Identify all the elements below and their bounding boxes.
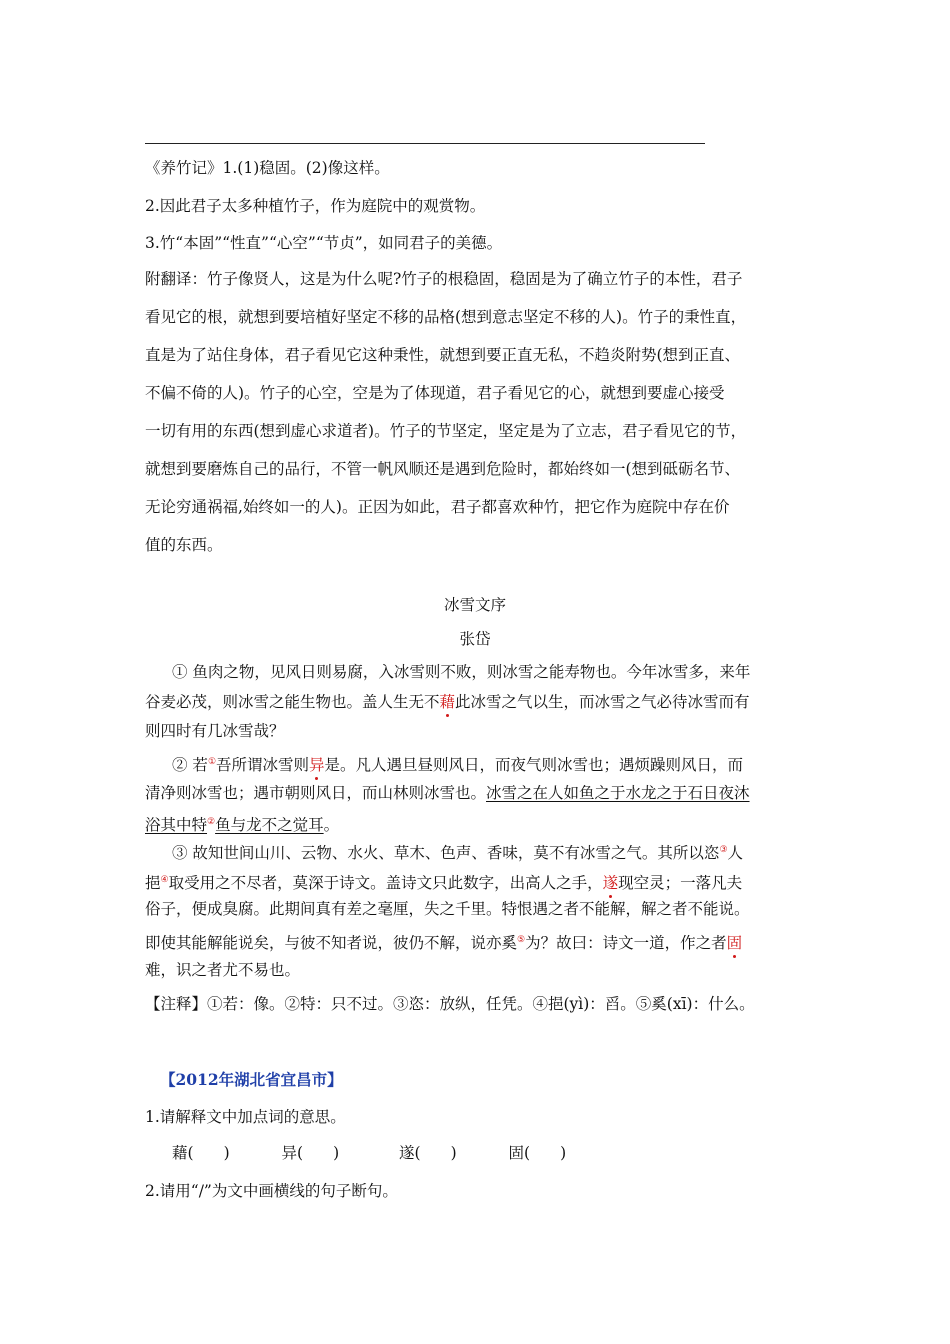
note-marker-1: ① bbox=[207, 757, 217, 767]
note-marker-3: ③ bbox=[719, 845, 728, 855]
essay-title: 冰雪文序 bbox=[443, 596, 506, 614]
question-1: 1.请解释文中加点词的意思。 bbox=[145, 1108, 346, 1126]
dotted-word-yi: 异 bbox=[309, 756, 325, 774]
dotted-word-gu: 固 bbox=[726, 934, 743, 952]
translation-line-1: 附翻译：竹子像贤人，这是为什么呢?竹子的根稳固，稳固是为了确立竹子的本性，君子 bbox=[145, 270, 743, 288]
essay-p3-line-3: 俗子，便成臭腐。此期间真有差之毫厘，失之千里。特恨遇之者不能解，解之者不能说。 bbox=[145, 900, 750, 918]
annotation-notes: 【注释】①若：像。②特：只不过。③恣：放纵，任凭。④挹(yì)：舀。⑤奚(xī)：什么。 bbox=[145, 995, 755, 1013]
translation-line-6: 就想到要磨炼自己的品行，不管一帆风顺还是遇到危险时，都始终如一(想到砥砺名节、 bbox=[145, 460, 741, 478]
answer-line-2: 2.因此君子太多种植竹子，作为庭院中的观赏物。 bbox=[145, 197, 486, 215]
essay-author: 张岱 bbox=[459, 630, 491, 648]
translation-line-5: 一切有用的东西(想到虚心求道者)。竹子的节坚定，坚定是为了立志，君子看见它的节， bbox=[145, 422, 747, 440]
underlined-sentence-part-2: 浴其中特 bbox=[145, 816, 208, 834]
question-2: 2.请用“/”为文中画横线的句子断句。 bbox=[145, 1182, 398, 1200]
essay-p2-line-2: 清净则冰雪也；遇市朝则风日，而山林则冰雪也。冰雪之在人如鱼之于水龙之于石日夜沐 bbox=[145, 784, 750, 802]
translation-line-8: 值的东西。 bbox=[145, 536, 223, 554]
translation-line-4: 不偏不倚的人)。竹子的心空，空是为了体现道，君子看见它的心，就想到要虚心接受 bbox=[145, 384, 725, 402]
essay-p3-line-5: 难，识之者尤不易也。 bbox=[145, 961, 301, 979]
essay-p3-line-4: 即使其能解能说矣，与彼不知者说，彼仍不解，说亦奚⑤为？故曰：诗文一道，作之者固 bbox=[145, 934, 743, 952]
note-marker-2: ② bbox=[207, 817, 216, 827]
essay-p2-line-3: 浴其中特②鱼与龙不之觉耳。 bbox=[145, 816, 340, 834]
essay-p1-line-2: 谷麦必茂，则冰雪之能生物也。盖人生无不藉此冰雪之气以生，而冰雪之气必待冰雪而有 bbox=[145, 693, 750, 711]
underlined-sentence-part-3: 鱼与龙不之觉耳 bbox=[215, 816, 324, 834]
underlined-sentence-part-1: 冰雪之在人如鱼之于水龙之于石日夜沐 bbox=[486, 784, 750, 802]
translation-line-2: 看见它的根，就想到要培植好坚定不移的品格(想到意志坚定不移的人)。竹子的秉性直， bbox=[145, 308, 747, 326]
essay-p1-line-3: 则四时有几冰雪哉？ bbox=[145, 722, 285, 740]
translation-line-7: 无论穷通祸福,始终如一的人)。正因为如此，君子都喜欢种竹，把它作为庭院中存在价 bbox=[145, 498, 730, 516]
note-marker-4: ④ bbox=[160, 875, 169, 885]
answer-line-1: 《养竹记》1.(1)稳固。(2)像这样。 bbox=[145, 159, 390, 177]
essay-p3-line-1: ③ 故知世间山川、云物、水火、草木、色声、香味，莫不有冰雪之气。其所以恣③人 bbox=[172, 844, 744, 862]
dotted-word-sui: 遂 bbox=[602, 874, 619, 892]
note-marker-5: ⑤ bbox=[517, 935, 526, 945]
essay-p2-line-1: ② 若①吾所谓冰雪则异是。凡人遇旦昼则风日，而夜气则冰雪也；遇烦躁则风日，而 bbox=[172, 756, 744, 774]
essay-p1-line-1: ① 鱼肉之物，见风日则易腐，入冰雪则不败，则冰雪之能寿物也。今年冰雪多，来年 bbox=[172, 663, 751, 681]
top-rule bbox=[145, 143, 705, 144]
translation-line-3: 直是为了站住身体，君子看见它这种秉性，就想到要正直无私，不趋炎附势(想到正直、 bbox=[145, 346, 741, 364]
answer-line-3: 3.竹“本固”“性直”“心空”“节贞”，如同君子的美德。 bbox=[145, 234, 503, 252]
dotted-word-ji: 藉 bbox=[439, 693, 456, 711]
essay-p3-line-2: 挹④取受用之不尽者，莫深于诗文。盖诗文只此数字，出高人之手，遂现空灵；一落凡夫 bbox=[145, 874, 743, 892]
question-source: 【2012年湖北省宜昌市】 bbox=[160, 1070, 343, 1089]
question-1-items: 藉( ) 异( ) 遂( ) 固( ) bbox=[172, 1144, 567, 1162]
